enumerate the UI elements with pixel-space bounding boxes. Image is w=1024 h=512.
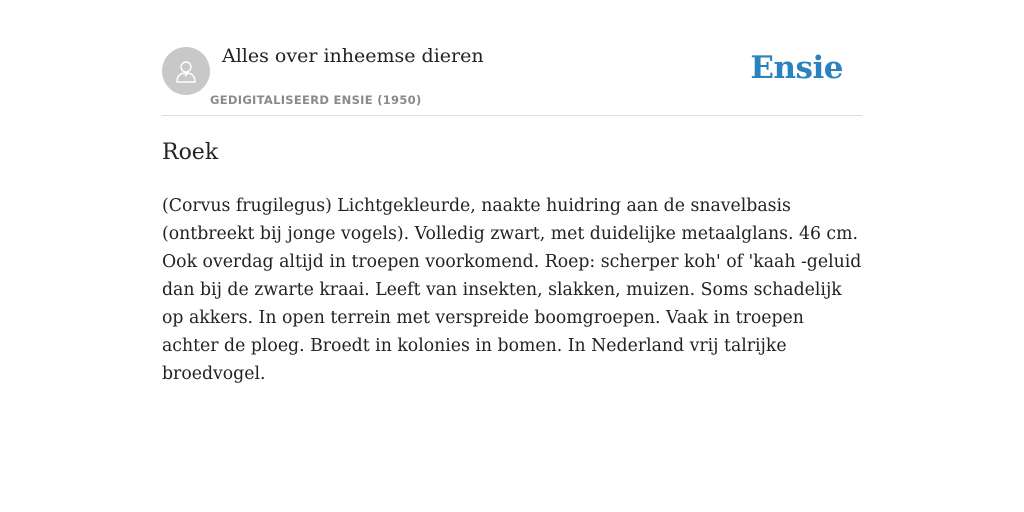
- brand-logo[interactable]: Ensie: [750, 50, 843, 86]
- source-label: GEDIGITALISEERD ENSIE (1950): [210, 93, 422, 107]
- avatar[interactable]: [162, 47, 210, 95]
- user-avatar-icon: [172, 57, 200, 85]
- site-title[interactable]: Alles over inheemse dieren: [222, 45, 484, 67]
- entry-body: (Corvus frugilegus) Lichtgekleurde, naakte huidring aan de snavelbasis (ontbreekt bij jonge vogels). Volledig zwart, met duidelijke metaalglans. 46 cm. Ook overdag altijd in troepen voorkomend. Roep: scherper koh' of 'kaah -geluid dan bij de zwarte kraai. Leeft van insekten, slakken, muizen. Soms schadelijk op akkers. In open terrein met verspreide boomgroepen. Vaak in troepen achter de ploeg. Broedt in kolonies in bomen. In Nederland vrij talrijke broedvogel.: [162, 196, 862, 384]
- entry-title: Roek: [162, 140, 219, 165]
- page-header: [162, 0, 862, 116]
